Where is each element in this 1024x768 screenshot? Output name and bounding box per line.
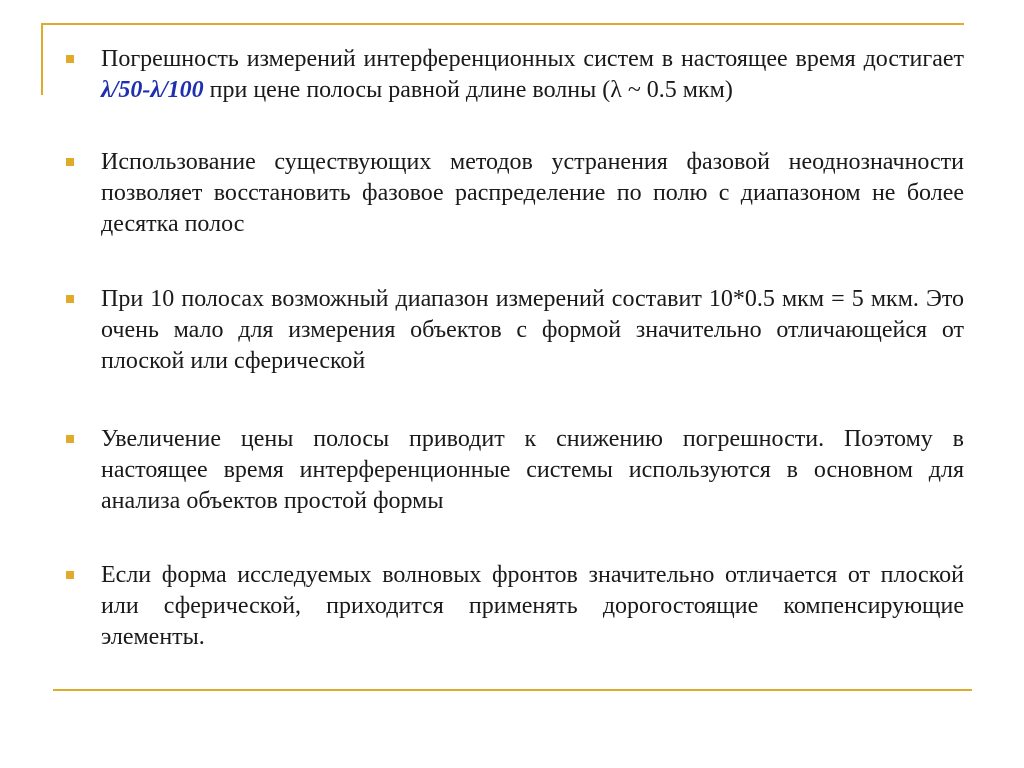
bullet-text: Использование существующих методов устранения фазовой неоднозначности позволяет восстановить фазовое распределение по полю с диапазоном не более десятка полос [101, 149, 964, 237]
bullet-item [66, 147, 964, 240]
bullet-text: при цене полосы равной длине волны (λ ~ 0.5 мкм) [203, 77, 733, 103]
square-bullet-icon [66, 435, 74, 443]
bullet-list [66, 44, 964, 653]
bullet-item [66, 284, 964, 377]
left-accent-line [41, 23, 43, 95]
square-bullet-icon [66, 295, 74, 303]
bullet-item [66, 560, 964, 653]
square-bullet-icon [66, 55, 74, 63]
square-bullet-icon [66, 158, 74, 166]
bullet-item [66, 44, 964, 106]
square-bullet-icon [66, 571, 74, 579]
bullet-text: Увеличение цены полосы приводит к снижению погрешности. Поэтому в настоящее время интерференционные системы используются в основном для анализа объектов простой формы [101, 426, 964, 514]
bullet-item [66, 424, 964, 517]
bullet-text: При 10 полосах возможный диапазон измерений составит 10*0.5 мкм = 5 мкм. Это очень мало для измерения объектов с формой значительно отличающейся от плоской или сферической [101, 286, 964, 374]
bullet-text: Если форма исследуемых волновых фронтов значительно отличается от плоской или сферической, приходится применять дорогостоящие компенсирующие элементы. [101, 562, 964, 650]
bullet-text: Погрешность измерений интерференционных систем в настоящее время достигает [101, 46, 964, 72]
formula-text: λ/50-λ/100 [101, 77, 204, 103]
top-divider-line [41, 23, 964, 25]
bottom-divider-line [53, 689, 972, 691]
